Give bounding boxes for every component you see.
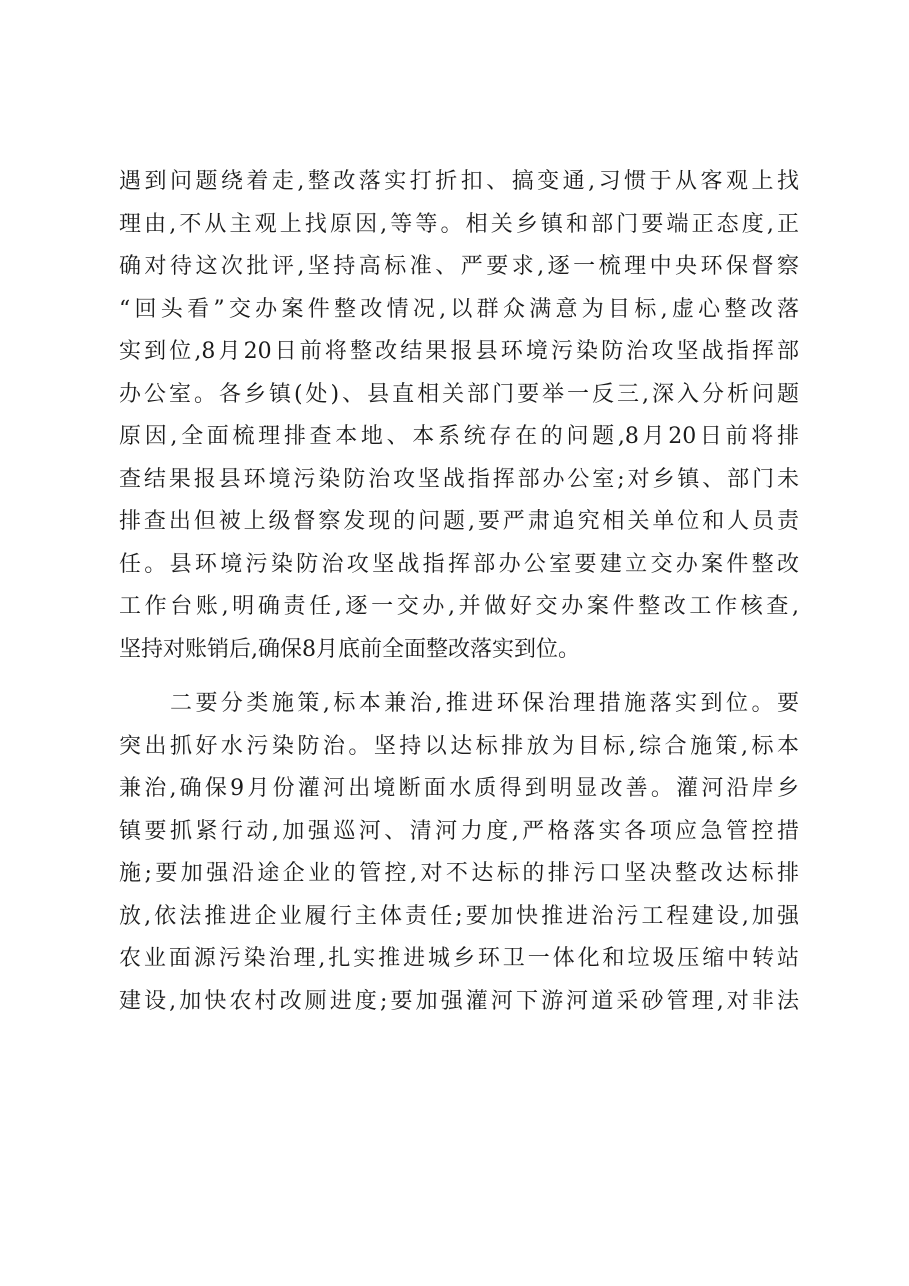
text-line: 放,依法推进企业履行主体责任;要加快推进治污工程建设,加强 <box>119 903 799 929</box>
paragraph-1 <box>119 161 799 671</box>
text-line: 工作台账,明确责任,逐一交办,并做好交办案件整改工作核查, <box>119 594 799 619</box>
text-line: “回头看”交办案件整改情况,以群众满意为目标,虚心整改落 <box>119 296 799 322</box>
text-line: 镇要抓紧行动,加强巡河、清河力度,严格落实各项应急管控措 <box>119 818 799 844</box>
paragraph-2 <box>119 683 799 1023</box>
text-line: 施;要加强沿途企业的管控,对不达标的排污口坚决整改达标排 <box>119 861 799 886</box>
text-line: 实到位,8月20日前将整改结果报县环境污染防治攻坚战指挥部 <box>119 339 799 364</box>
text-line: 遇到问题绕着走,整改落实打折扣、搞变通,习惯于从客观上找 <box>119 169 799 194</box>
text-line: 兼治,确保9月份灌河出境断面水质得到明显改善。灌河沿岸乡 <box>119 776 799 801</box>
paragraph-gap <box>119 671 799 683</box>
document-body <box>119 161 799 1023</box>
text-line: 原因,全面梳理排查本地、本系统存在的问题,8月20日前将排 <box>119 424 799 449</box>
text-line: 排查出但被上级督察发现的问题,要严肃追究相关单位和人员责 <box>119 509 799 534</box>
text-line: 建设,加快农村改厕进度;要加强灌河下游河道采砂管理,对非法 <box>119 988 799 1014</box>
text-line: 突出抓好水污染防治。坚持以达标排放为目标,综合施策,标本 <box>119 733 799 759</box>
text-line: 理由,不从主观上找原因,等等。相关乡镇和部门要端正态度,正 <box>119 211 799 237</box>
text-line: 查结果报县环境污染防治攻坚战指挥部办公室;对乡镇、部门未 <box>119 466 799 492</box>
text-line: 农业面源污染治理,扎实推进城乡环卫一体化和垃圾压缩中转站 <box>119 946 799 971</box>
text-line: 二要分类施策,标本兼治,推进环保治理措施落实到位。要 <box>119 691 799 716</box>
text-line: 任。县环境污染防治攻坚战指挥部办公室要建立交办案件整改 <box>119 551 799 577</box>
text-line: 确对待这次批评,坚持高标准、严要求,逐一梳理中央环保督察 <box>119 254 799 279</box>
text-line: 坚持对账销后,确保8月底前全面整改落实到位。 <box>119 636 580 662</box>
text-line: 办公室。各乡镇(处)、县直相关部门要举一反三,深入分析问题 <box>119 381 799 407</box>
